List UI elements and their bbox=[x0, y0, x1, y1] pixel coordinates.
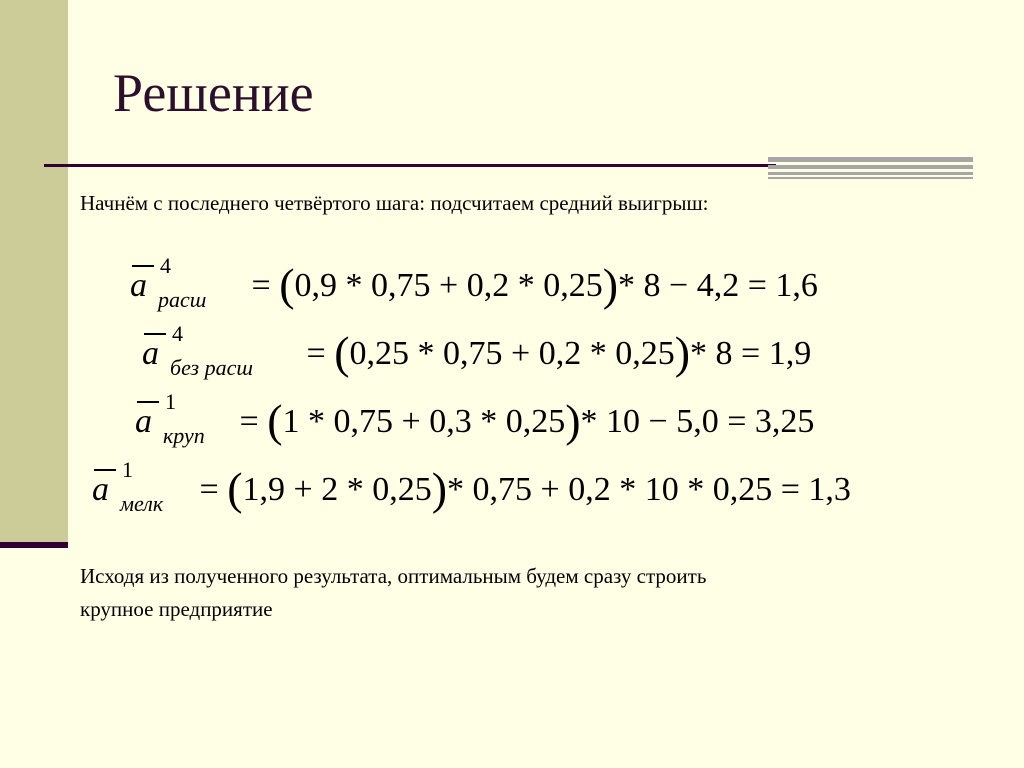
formula-tail: * 0,75 + 0,2 * 10 * 0,25 = 1,3 bbox=[447, 471, 851, 508]
conclusion-line: крупное предприятие bbox=[80, 597, 273, 621]
intro-text: Начнём с последнего четвёртого шага: подсчитаем средний выигрыш: bbox=[80, 191, 709, 215]
left-accent-bar bbox=[0, 542, 68, 548]
title-divider-bar bbox=[768, 157, 973, 179]
formula-row bbox=[142, 321, 812, 380]
formula-inner: 0,25 * 0,75 + 0,2 * 0,25 bbox=[349, 335, 675, 372]
formula-tail: * 10 − 5,0 = 3,25 bbox=[580, 403, 815, 440]
formula-rhs: = (0,9 * 0,75 + 0,2 * 0,25)* 8 − 4,2 = 1,6 bbox=[251, 259, 818, 310]
formula-rhs: = (0,25 * 0,75 + 0,2 * 0,25)* 8 = 1,9 bbox=[306, 327, 812, 378]
formula-tail: * 8 = 1,9 bbox=[690, 335, 812, 372]
left-decorative-band bbox=[0, 0, 68, 542]
formula-variable: a 1 круп bbox=[135, 389, 205, 448]
conclusion-text bbox=[80, 560, 980, 626]
formula-row bbox=[130, 253, 818, 312]
formula-inner: 1 * 0,75 + 0,3 * 0,25 bbox=[282, 403, 566, 440]
formula-superscript: 1 bbox=[122, 457, 133, 482]
formula-superscript: 4 bbox=[172, 321, 183, 346]
formula-subscript: расш bbox=[158, 287, 207, 312]
formula-variable: a 4 без расш bbox=[142, 321, 253, 380]
formula-inner: 0,9 * 0,75 + 0,2 * 0,25 bbox=[294, 267, 603, 304]
title-divider bbox=[44, 164, 776, 167]
formula-variable: a 4 расш bbox=[130, 253, 207, 312]
formula-row bbox=[135, 389, 815, 448]
formula-subscript: мелк bbox=[120, 491, 164, 516]
formula-rhs: = (1 * 0,75 + 0,3 * 0,25)* 10 − 5,0 = 3,25 bbox=[239, 395, 815, 446]
formula-row bbox=[92, 457, 851, 516]
formula-inner: 1,9 + 2 * 0,25 bbox=[242, 471, 432, 508]
overline bbox=[137, 401, 159, 403]
overline bbox=[144, 333, 166, 335]
formula-rhs: = (1,9 + 2 * 0,25)* 0,75 + 0,2 * 10 * 0,25 = 1,3 bbox=[199, 463, 851, 514]
formula-superscript: 1 bbox=[165, 389, 176, 414]
formula-superscript: 4 bbox=[160, 253, 171, 278]
formula-subscript: без расш bbox=[170, 355, 253, 380]
formula-variable: a 1 мелк bbox=[92, 457, 164, 516]
slide-title: Решение bbox=[113, 63, 314, 123]
overline bbox=[132, 265, 154, 267]
conclusion-line: Исходя из полученного результата, оптимальным будем сразу строить bbox=[80, 564, 707, 588]
overline bbox=[94, 469, 116, 471]
formula-subscript: круп bbox=[163, 423, 205, 448]
formula-tail: * 8 − 4,2 = 1,6 bbox=[618, 267, 818, 304]
